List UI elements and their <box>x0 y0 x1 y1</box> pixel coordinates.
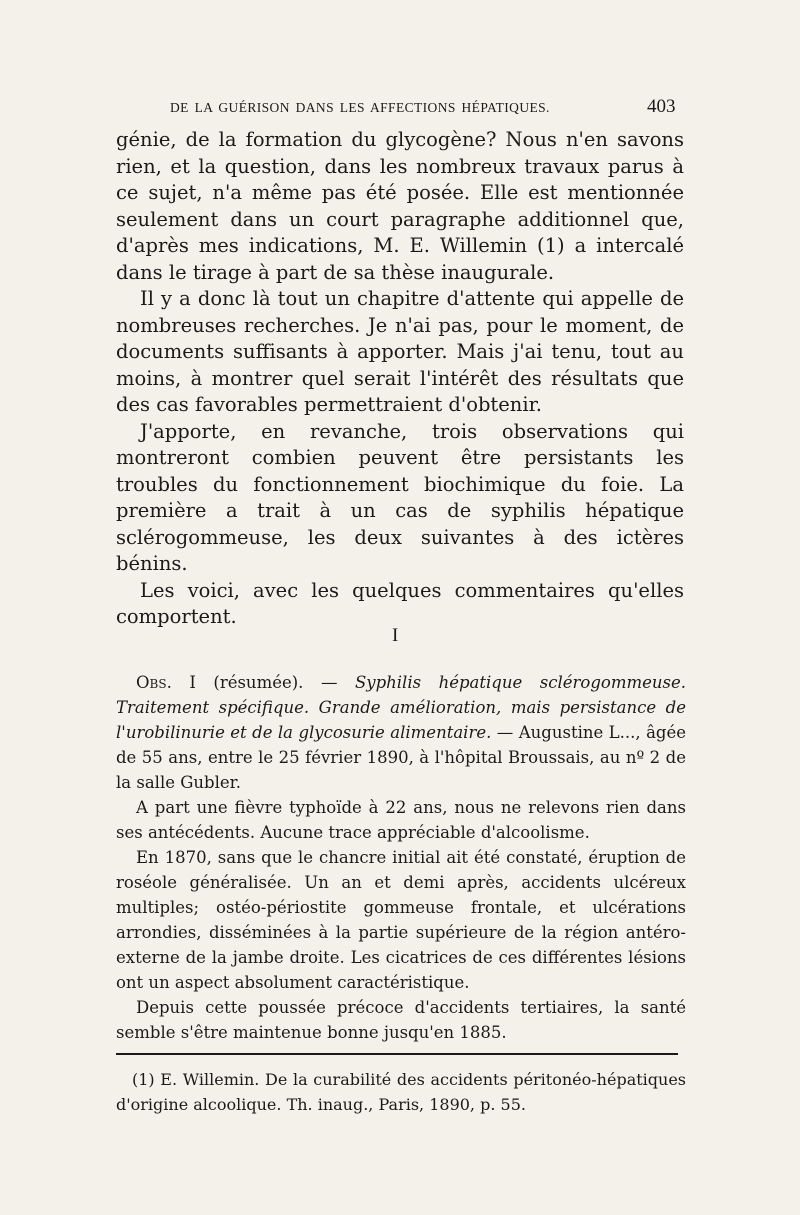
observation-block <box>116 670 686 1045</box>
observation-label-suffix: (résumée). — <box>195 673 355 692</box>
page-number: 403 <box>647 96 676 117</box>
observation-heading <box>116 670 686 795</box>
main-text <box>116 127 684 631</box>
footnote-divider <box>116 1053 678 1055</box>
observation-paragraph-2: A part une fièvre typhoïde à 22 ans, nous ne relevons rien dans ses antécédents. Aucune trace appréciable d'alcoolisme. <box>116 798 686 842</box>
section-number: I <box>392 625 399 646</box>
paragraph-2: Il y a donc là tout un chapitre d'attente qui appelle de nombreuses recherches. Je n'ai pas, pour le moment, de documents suffisants à apporter. Mais j'ai tenu, tout au moins, à montrer quel serait l'intérêt des résultats que des cas favorables permettraient d'obtenir. <box>116 287 684 416</box>
footnote <box>116 1067 686 1117</box>
running-head: DE LA GUÉRISON DANS LES AFFECTIONS HÉPATIQUES. <box>170 100 550 115</box>
paragraph-3: J'apporte, en revanche, trois observations qui montreront combien peuvent être persistants les troubles du fonctionnement biochimique du foie. La première a trait à un cas de syphilis hépatique sclérogommeuse, les deux suivantes à des ictères bénins. <box>116 419 684 575</box>
observation-paragraph-4: Depuis cette poussée précoce d'accidents tertiaires, la santé semble s'être maintenue bonne jusqu'en 1885. <box>116 998 686 1042</box>
paragraph-1: génie, de la formation du glycogène? Nous n'en savons rien, et la question, dans les nombreux travaux parus à ce sujet, n'a même pas été posée. Elle est mentionnée seulement dans un court paragraphe additionnel que, d'après mes indications, M. E. Willemin (1) a intercalé dans le tirage à part de sa thèse inaugurale. <box>116 128 684 284</box>
observation-title: Syphilis hépatique sclérogommeuse. Traitement spécifique. Grande amélioration, mais persistance de l'urobilinurie et de la glycosurie alimentaire. <box>116 673 687 742</box>
paragraph-4: Les voici, avec les quelques commentaires qu'elles comportent. <box>116 578 684 628</box>
observation-intro: — Augustine L..., âgée de 55 ans, entre le 25 février 1890, à l'hôpital Broussais, au nº 2 de la salle Gubler. <box>116 723 686 792</box>
observation-paragraph-3: En 1870, sans que le chancre initial ait été constaté, éruption de roséole généralisée. Un an et demi après, accidents ulcéreux multiples; ostéo-périostite gommeuse frontale, et ulcérations arrondies, disséminées à la partie supérieure de la région antéro-externe de la jambe droite. Les cicatrices de ces différentes lésions ont un aspect absolument caractéristique. <box>116 848 686 992</box>
footnote-text: (1) E. Willemin. De la curabilité des accidents péritonéo-hépatiques d'origine alcoolique. Th. inaug., Paris, 1890, p. 55. <box>116 1070 686 1114</box>
observation-label: Obs. I <box>136 673 196 692</box>
